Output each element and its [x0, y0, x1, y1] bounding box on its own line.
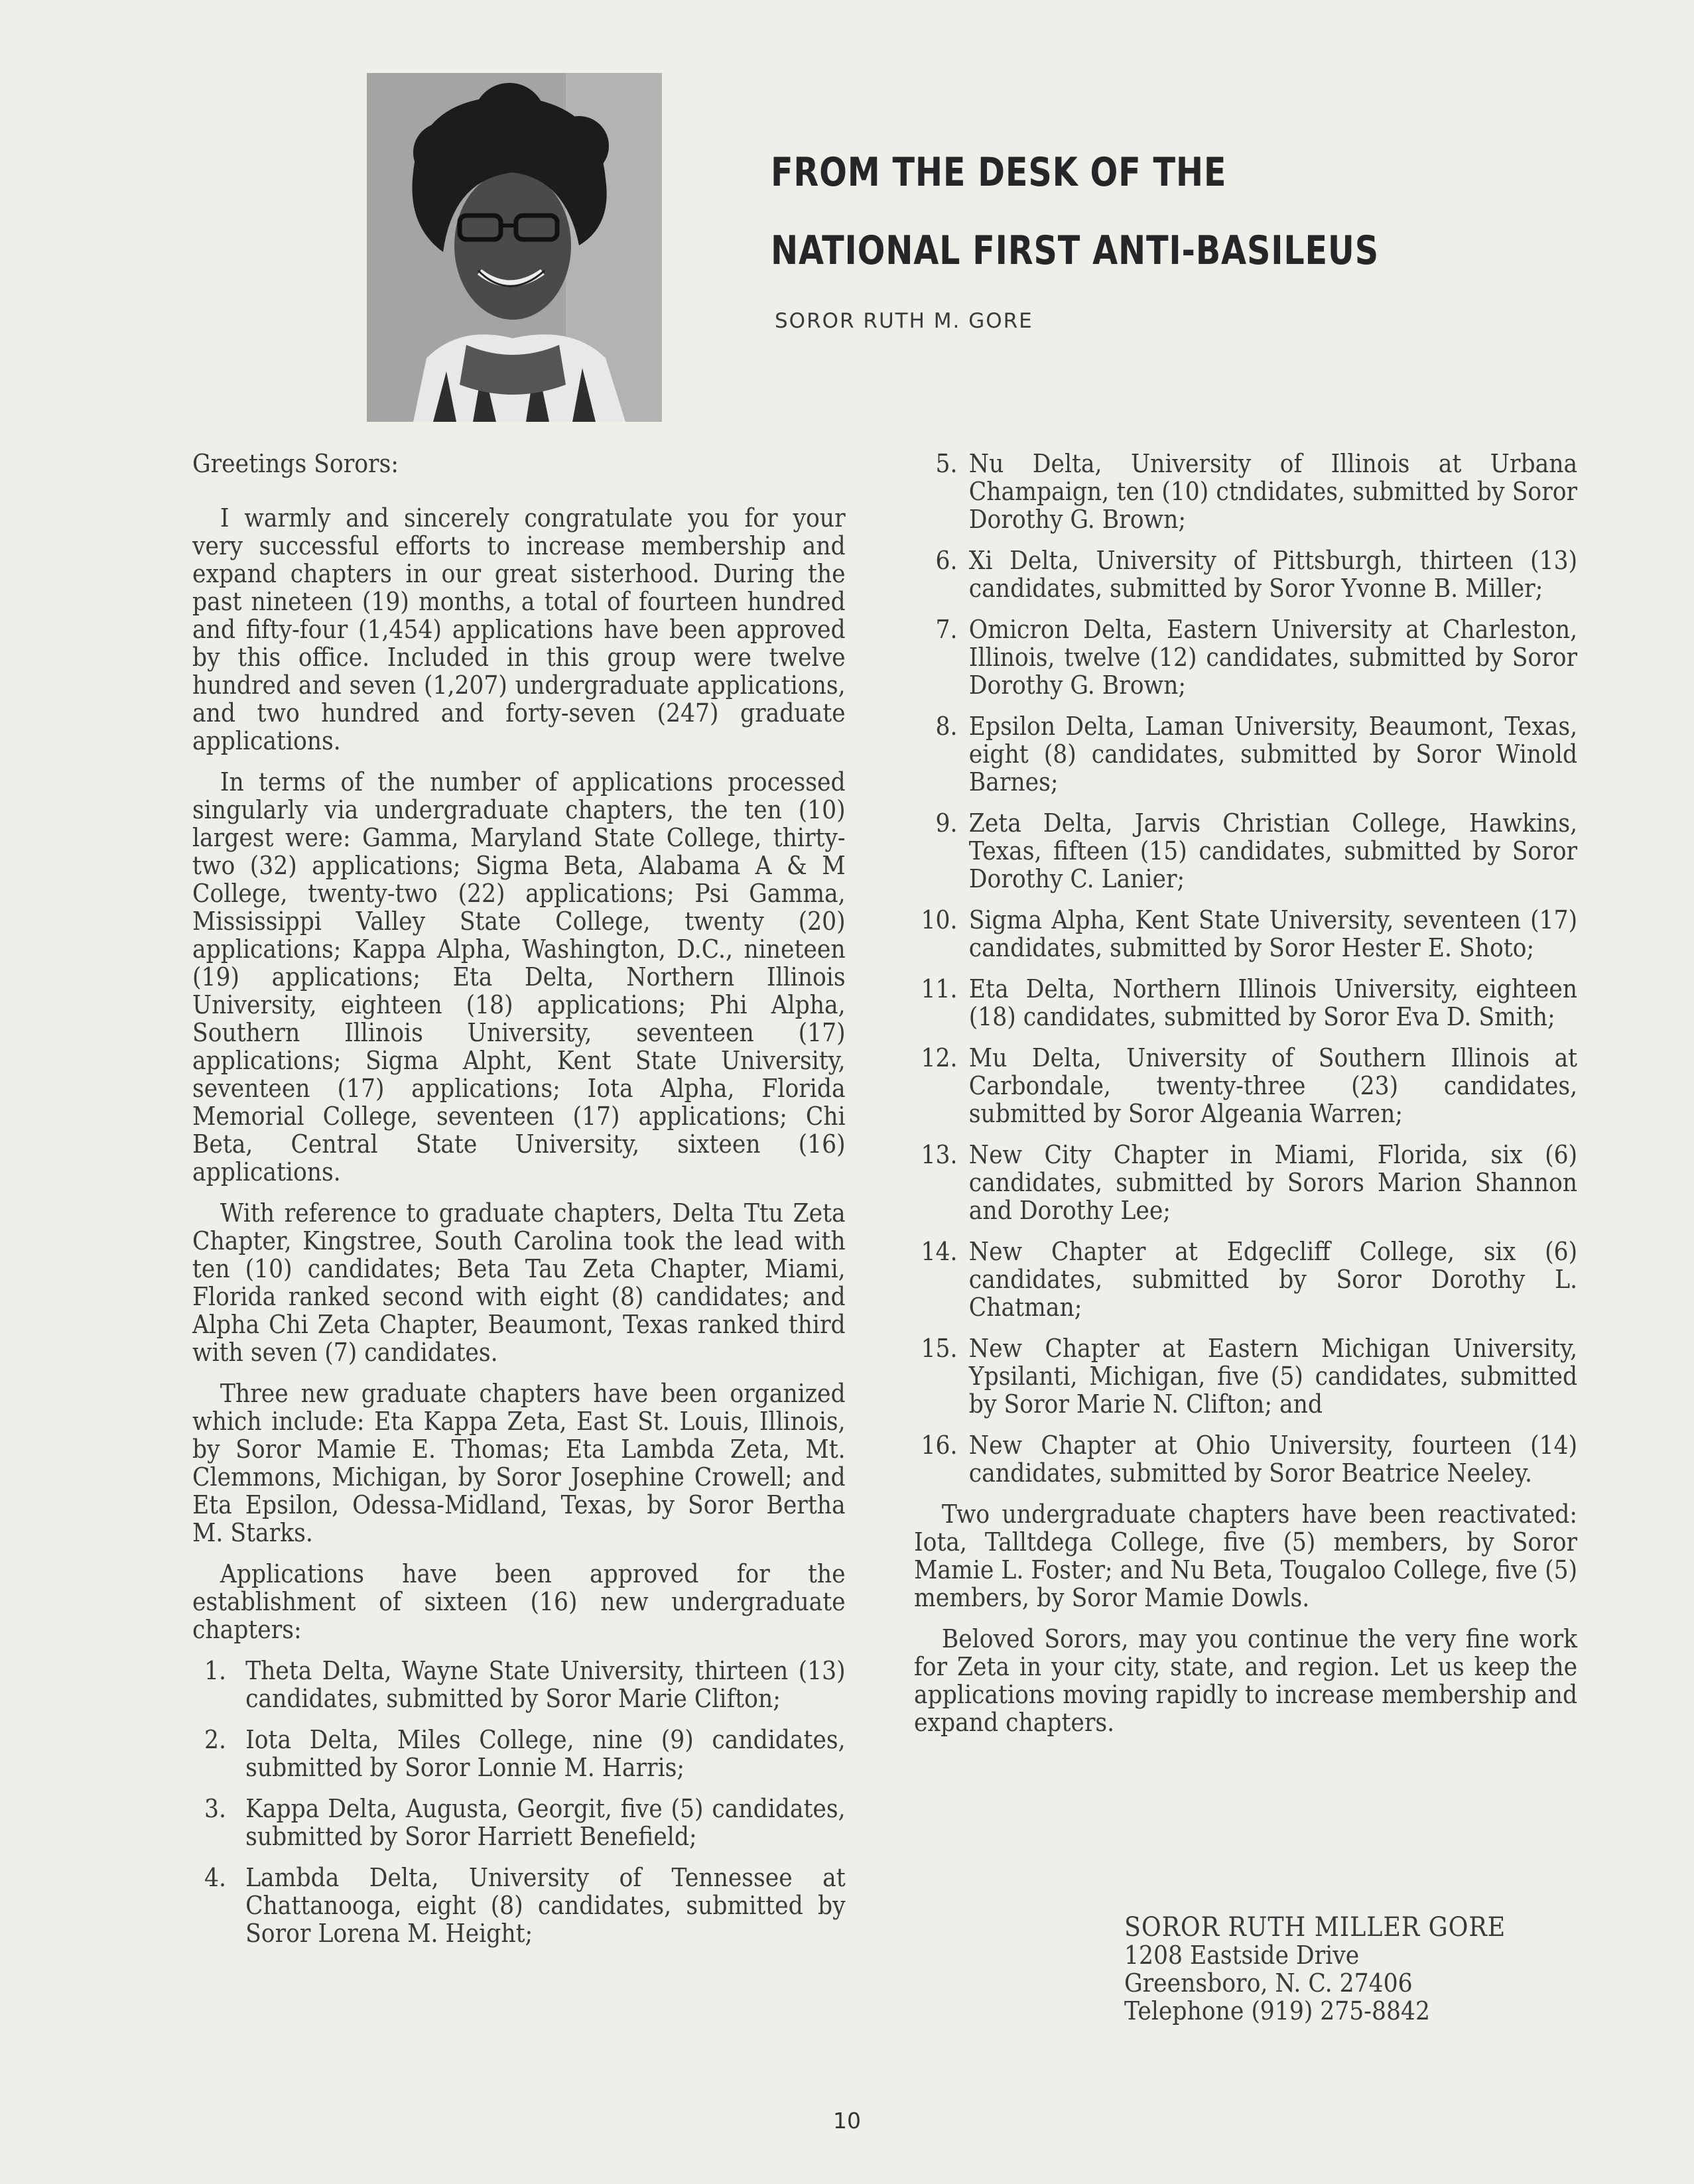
left-column: [192, 450, 846, 1960]
list-number: 2.: [204, 1725, 226, 1754]
paragraph: Two undergraduate chapters have been reactivated: Iota, Talltdega College, five (5) members, by Soror Mamie L. Foster; and Nu Beta, Tougaloo College, five (5) members, by Soror Mamie Dowls.: [914, 1500, 1578, 1612]
greeting: Greetings Sorors:: [192, 449, 399, 478]
list-text: New Chapter at Ohio University, fourteen (14) candidates, submitted by Soror Beatrice Neeley.: [968, 1431, 1578, 1488]
list-item: [914, 712, 1577, 796]
list-item: [914, 615, 1577, 699]
paragraph: Applications have been approved for the establishment of sixteen (16) new undergraduate chapters:: [192, 1559, 846, 1644]
list-text: Zeta Delta, Jarvis Christian College, Hawkins, Texas, fifteen (15) candidates, submitted by Soror Dorothy C. Lanier;: [968, 808, 1578, 893]
list-number: 5.: [935, 449, 958, 478]
list-number: 6.: [935, 546, 958, 575]
signature-block: [1124, 1913, 1506, 2025]
signature-address: 1208 Eastside Drive: [1124, 1941, 1360, 1970]
list-text: Iota Delta, Miles College, nine (9) candidates, submitted by Soror Lonnie M. Harris;: [245, 1725, 846, 1782]
signature-name: SOROR RUTH MILLER GORE: [1124, 1912, 1506, 1943]
paragraph: Three new graduate chapters have been organized which include: Eta Kappa Zeta, East St. Louis, Illinois, by Soror Mamie E. Thomas; Eta Lambda Zeta, Mt. Clemmons, Michigan, by Soror Josephine Crowell; and Eta Epsilon, Odessa-Midland, Texas, by Soror Bertha M. Starks.: [192, 1379, 846, 1547]
heading-line-2: NATIONAL FIRST ANTI-BASILEUS: [771, 227, 1379, 274]
paragraph: In terms of the number of applications processed singularly via undergraduate chapters, the ten (10) largest were: Gamma, Maryland State College, thirty-two (32) applications; Sigma Beta, Alabama A & M College, twenty-two (22) applications; Psi Gamma, Mississippi Valley State College, twenty (20) applications; Kappa Alpha, Washington, D.C., nineteen (19) applications; Eta Delta, Northern Illinois University, eighteen (18) applications; Phi Alpha, Southern Illinois University, seventeen (17) applications; Sigma Alpht, Kent State University, seventeen (17) applications; Iota Alpha, Florida Memorial College, seventeen (17) applications; Chi Beta, Central State University, sixteen (16) applications.: [192, 767, 846, 1187]
list-item: [914, 809, 1577, 893]
list-item: [914, 450, 1577, 533]
signature-phone: Telephone (919) 275-8842: [1124, 1996, 1431, 2025]
list-text: Sigma Alpha, Kent State University, seventeen (17) candidates, submitted by Soror Hester E. Shoto;: [968, 905, 1578, 962]
list-text: Mu Delta, University of Southern Illinois at Carbondale, twenty-three (23) candidates, submitted by Soror Algeania Warren;: [968, 1043, 1578, 1128]
list-text: Kappa Delta, Augusta, Georgit, five (5) candidates, submitted by Soror Harriett Benefield;: [245, 1794, 846, 1851]
list-number: 16.: [921, 1431, 958, 1460]
list-number: 15.: [921, 1334, 958, 1363]
list-item: [192, 1726, 846, 1781]
list-number: 7.: [935, 615, 958, 644]
right-column: [914, 450, 1577, 1750]
list-number: 9.: [935, 808, 958, 838]
list-number: 4.: [204, 1863, 226, 1892]
list-item: [914, 1334, 1577, 1418]
list-item: [192, 1795, 846, 1850]
list-text: New City Chapter in Miami, Florida, six (6) candidates, submitted by Sorors Marion Shannon and Dorothy Lee;: [968, 1140, 1578, 1225]
portrait-photo: [367, 73, 662, 422]
list-item: [914, 1431, 1577, 1487]
list-item: [192, 1864, 846, 1947]
list-item: [914, 1238, 1577, 1321]
signature-city: Greensboro, N. C. 27406: [1124, 1968, 1413, 1998]
byline: SOROR RUTH M. GORE: [775, 309, 1033, 333]
list-text: Xi Delta, University of Pittsburgh, thirteen (13) candidates, submitted by Soror Yvonne B. Miller;: [968, 546, 1578, 603]
list-text: Omicron Delta, Eastern University at Charleston, Illinois, twelve (12) candidates, submitted by Soror Dorothy G. Brown;: [968, 615, 1578, 700]
list-text: Lambda Delta, University of Tennessee at Chattanooga, eight (8) candidates, submitted by Soror Lorena M. Height;: [245, 1863, 846, 1948]
list-text: New Chapter at Eastern Michigan University, Ypsilanti, Michigan, five (5) candidates, submitted by Soror Marie N. Clifton; and: [968, 1334, 1578, 1419]
portrait-icon: [367, 73, 662, 422]
paragraph: I warmly and sincerely congratulate you for your very successful efforts to increase membership and expand chapters in our great sisterhood. During the past nineteen (19) months, a total of fourteen hundred and fifty-four (1,454) applications have been approved by this office. Included in this group were twelve hundred and seven (1,207) undergraduate applications, and two hundred and forty-seven (247) graduate applications.: [192, 503, 846, 755]
list-text: Eta Delta, Northern Illinois University, eighteen (18) candidates, submitted by Soror Eva D. Smith;: [968, 974, 1578, 1031]
list-item: [192, 1657, 846, 1712]
list-number: 11.: [921, 974, 958, 1003]
page-number: 10: [833, 2108, 861, 2134]
list-number: 12.: [921, 1043, 958, 1072]
list-item: [914, 1044, 1577, 1127]
list-number: 3.: [204, 1794, 226, 1823]
paragraph: With reference to graduate chapters, Delta Ttu Zeta Chapter, Kingstree, South Carolina took the lead with ten (10) candidates; Beta Tau Zeta Chapter, Miami, Florida ranked second with eight (8) candidates; and Alpha Chi Zeta Chapter, Beaumont, Texas ranked third with seven (7) candidates.: [192, 1198, 846, 1367]
chapter-list-continued: [914, 450, 1577, 1487]
list-number: 13.: [921, 1140, 958, 1169]
paragraph: Beloved Sorors, may you continue the very fine work for Zeta in your city, state, and region. Let us keep the applications moving rapidly to increase membership and expand chapters.: [914, 1624, 1578, 1737]
chapter-list: [192, 1657, 846, 1947]
list-item: [914, 1141, 1577, 1224]
list-number: 10.: [921, 905, 958, 934]
list-text: Epsilon Delta, Laman University, Beaumont, Texas, eight (8) candidates, submitted by Soror Winold Barnes;: [968, 712, 1578, 797]
list-text: Nu Delta, University of Illinois at Urbana Champaign, ten (10) ctndidates, submitted by Soror Dorothy G. Brown;: [968, 449, 1578, 534]
list-item: [914, 546, 1577, 602]
heading-line-1: FROM THE DESK OF THE: [771, 149, 1227, 196]
list-number: 8.: [935, 712, 958, 741]
list-item: [914, 906, 1577, 962]
list-item: [914, 975, 1577, 1031]
list-text: Theta Delta, Wayne State University, thirteen (13) candidates, submitted by Soror Marie Clifton;: [245, 1656, 846, 1713]
list-number: 1.: [204, 1656, 226, 1685]
list-number: 14.: [921, 1237, 958, 1266]
list-text: New Chapter at Edgecliff College, six (6) candidates, submitted by Soror Dorothy L. Chatman;: [968, 1237, 1578, 1322]
